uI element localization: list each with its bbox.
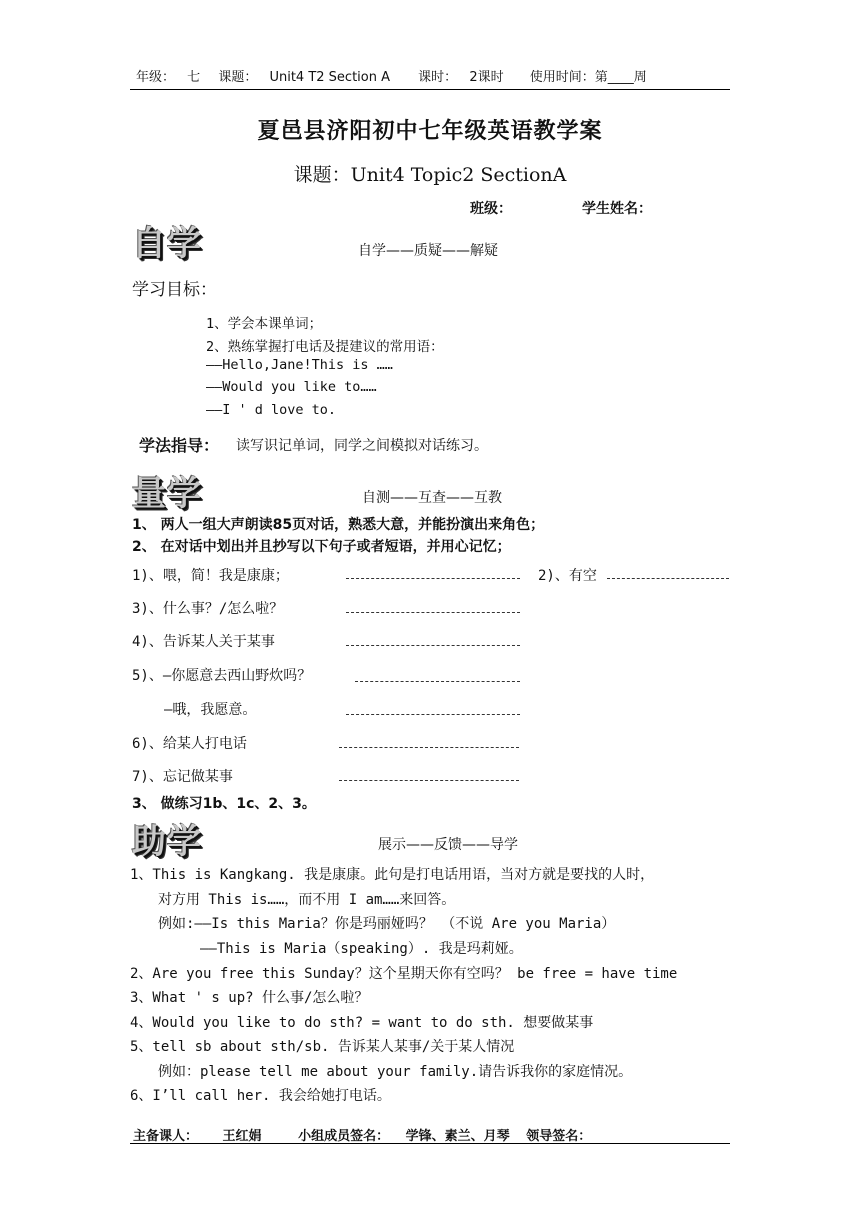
phrase-item: 6)、给某人打电话 bbox=[132, 736, 247, 752]
method-text: 读写识记单词，同学之间模拟对话练习。 bbox=[236, 438, 488, 454]
phrase-item: —哦，我愿意。 bbox=[164, 702, 257, 718]
teacher-name: 王红娟 bbox=[222, 1129, 262, 1144]
page-subtitle: 课题：Unit4 Topic2 SectionA bbox=[293, 164, 567, 186]
phrase-item: 1)、喂，简！我是康康； bbox=[132, 568, 289, 584]
answer-blank[interactable] bbox=[346, 578, 520, 579]
page-footer bbox=[133, 1125, 591, 1144]
goal-line: 2、熟练掌握打电话及提建议的常用语： bbox=[206, 339, 444, 355]
note-line: ——This is Maria（speaking）. 我是玛莉娅。 bbox=[200, 941, 523, 957]
page-title: 夏邑县济阳初中七年级英语教学案 bbox=[257, 119, 603, 144]
grade-label: 年级： bbox=[136, 70, 176, 85]
phrase-item: 2)、有空 bbox=[538, 568, 597, 584]
task-1: 1、 两人一组大声朗读85页对话，熟悉大意，并能扮演出来角色； bbox=[132, 517, 545, 533]
measure-badge: 量学 bbox=[132, 474, 202, 514]
answer-blank[interactable] bbox=[339, 780, 519, 781]
answer-blank[interactable] bbox=[346, 714, 520, 715]
note-line: 4、Would you like to do sth? = want to do sth. 想要做某事 bbox=[130, 1015, 594, 1031]
answer-blank[interactable] bbox=[339, 747, 519, 748]
teacher-label: 主备课人： bbox=[133, 1129, 199, 1144]
goal-line: ——Would you like to…… bbox=[206, 379, 377, 395]
goal-line: ——Hello,Jane!This is …… bbox=[206, 357, 393, 373]
phrase-item: 3)、什么事？/怎么啦？ bbox=[132, 601, 284, 617]
page-header bbox=[136, 66, 647, 85]
leader-signature-label: 领导签名： bbox=[526, 1129, 592, 1144]
self-study-badge: 自学 bbox=[132, 224, 202, 264]
goal-line: ——I ' d love to. bbox=[206, 402, 337, 418]
help-heading: 展示——反馈——导学 bbox=[378, 837, 518, 853]
grade-value: 七 bbox=[187, 70, 201, 85]
task-2: 2、 在对话中划出并且抄写以下句子或者短语，并用心记忆； bbox=[132, 539, 511, 555]
note-line: 2、Are you free this Sunday？这个星期天你有空吗？ be free = have time bbox=[130, 966, 678, 982]
note-line: 例如：please tell me about your family.请告诉我你的家庭情况。 bbox=[158, 1064, 633, 1080]
task-3: 3、 做练习1b、1c、2、3。 bbox=[132, 796, 316, 812]
note-line: 6、I’ll call her. 我会给她打电话。 bbox=[130, 1088, 391, 1104]
note-line: 1、This is Kangkang. 我是康康。此句是打电话用语，当对方就是要找的人时， bbox=[130, 867, 655, 883]
group-members: 学锋、素兰、月琴 bbox=[405, 1129, 510, 1144]
answer-blank[interactable] bbox=[607, 578, 729, 579]
topic-label: 课题： bbox=[218, 70, 258, 85]
help-badge: 助学 bbox=[132, 822, 202, 862]
student-name-label: 学生姓名： bbox=[582, 201, 652, 217]
measure-heading: 自测——互查——互教 bbox=[362, 490, 502, 506]
self-study-heading: 自学——质疑——解疑 bbox=[358, 243, 498, 259]
note-line: 例如:——Is this Maria？你是玛丽娅吗？ （不说 Are you Maria） bbox=[158, 916, 616, 932]
answer-blank[interactable] bbox=[355, 681, 520, 682]
footer-rule bbox=[130, 1143, 730, 1144]
hours-value: 2课时 bbox=[469, 70, 504, 85]
note-line: 对方用 This is……，而不用 I am……来回答。 bbox=[158, 892, 456, 908]
note-line: 3、What ' s up? 什么事/怎么啦？ bbox=[130, 990, 369, 1006]
answer-blank[interactable] bbox=[346, 612, 520, 613]
note-line: 5、tell sb about sth/sb. 告诉某人某事/关于某人情况 bbox=[130, 1039, 515, 1055]
goal-line: 1、学会本课单词； bbox=[206, 316, 323, 332]
answer-blank[interactable] bbox=[346, 645, 520, 646]
phrase-item: 4)、告诉某人关于某事 bbox=[132, 634, 275, 650]
goals-label: 学习目标： bbox=[132, 280, 217, 300]
group-label: 小组成员签名： bbox=[298, 1129, 390, 1144]
usage-time-label: 使用时间：第____周 bbox=[529, 70, 647, 85]
class-label: 班级： bbox=[470, 201, 512, 217]
phrase-item: 5)、—你愿意去西山野炊吗？ bbox=[132, 668, 312, 684]
method-label: 学法指导： bbox=[139, 436, 220, 455]
hours-label: 课时： bbox=[418, 70, 458, 85]
topic-value: Unit4 T2 Section A bbox=[269, 70, 391, 85]
header-rule bbox=[130, 89, 730, 90]
phrase-item: 7)、忘记做某事 bbox=[132, 769, 233, 785]
